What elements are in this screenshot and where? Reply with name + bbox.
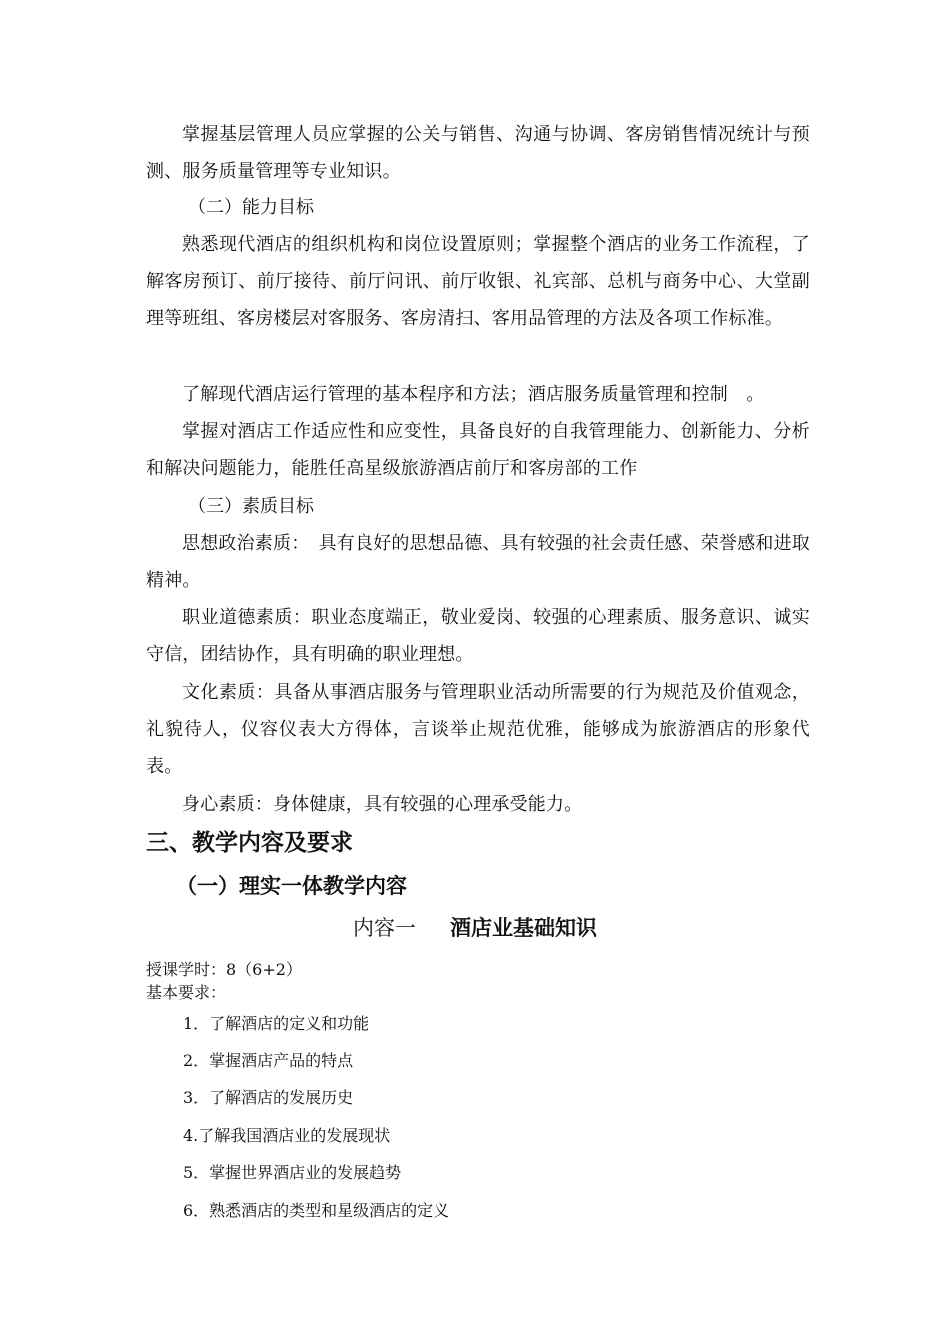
content-title [0, 910, 950, 946]
requirements-label: 基本要求： [146, 983, 227, 1002]
subheading-quality-goal: （三）素质目标 [188, 496, 314, 517]
requirement-item: 2．掌握酒店产品的特点 [183, 1051, 354, 1070]
subheading-ability-goal: （二）能力目标 [188, 197, 314, 218]
requirement-item: 4.了解我国酒店业的发展现状 [183, 1126, 391, 1145]
paragraph-knowledge-goal: 掌握基层管理人员应掌握的公关与销售、沟通与协调、客房销售情况统计与预测、服务质量管理等专业知识。 [146, 124, 810, 182]
paragraph-political-quality: 思想政治素质： 具有良好的思想品德、具有较强的社会责任感、荣誉感和进取精神。 [146, 533, 810, 591]
section-heading: 三、教学内容及要求 [146, 830, 353, 856]
requirement-item: 1．了解酒店的定义和功能 [183, 1014, 370, 1033]
requirement-item: 6．熟悉酒店的类型和星级酒店的定义 [183, 1201, 450, 1220]
requirement-item: 5．掌握世界酒店业的发展趋势 [183, 1163, 402, 1182]
paragraph-ability-2: 了解现代酒店运行管理的基本程序和方法；酒店服务质量管理和控制 。 [182, 384, 765, 405]
content-title-prefix: 内容一 [353, 916, 416, 940]
subsection-heading: （一）理实一体教学内容 [176, 874, 407, 898]
paragraph-physical-mental-quality: 身心素质：身体健康，具有较强的心理承受能力。 [182, 794, 583, 815]
paragraph-cultural-quality: 文化素质：具备从事酒店服务与管理职业活动所需要的行为规范及价值观念，礼貌待人，仪容仪表大方得体，言谈举止规范优雅，能够成为旅游酒店的形象代表。 [146, 682, 810, 777]
paragraph-professional-ethics: 职业道德素质：职业态度端正，敬业爱岗、较强的心理素质、服务意识、诚实守信，团结协作，具有明确的职业理想。 [146, 607, 810, 665]
paragraph-ability-1: 熟悉现代酒店的组织机构和岗位设置原则；掌握整个酒店的业务工作流程，了解客房预订、前厅接待、前厅问讯、前厅收银、礼宾部、总机与商务中心、大堂副理等班组、客房楼层对客服务、客房清扫、客用品管理的方法及各项工作标准。 [146, 234, 810, 329]
paragraph-ability-3: 掌握对酒店工作适应性和应变性，具备良好的自我管理能力、创新能力、分析和解决问题能力，能胜任高星级旅游酒店前厅和客房部的工作 [146, 421, 810, 479]
content-title-name: 酒店业基础知识 [450, 916, 597, 940]
requirement-item: 3．了解酒店的发展历史 [183, 1088, 354, 1107]
teaching-hours: 授课学时：8（6+2） [146, 960, 302, 979]
